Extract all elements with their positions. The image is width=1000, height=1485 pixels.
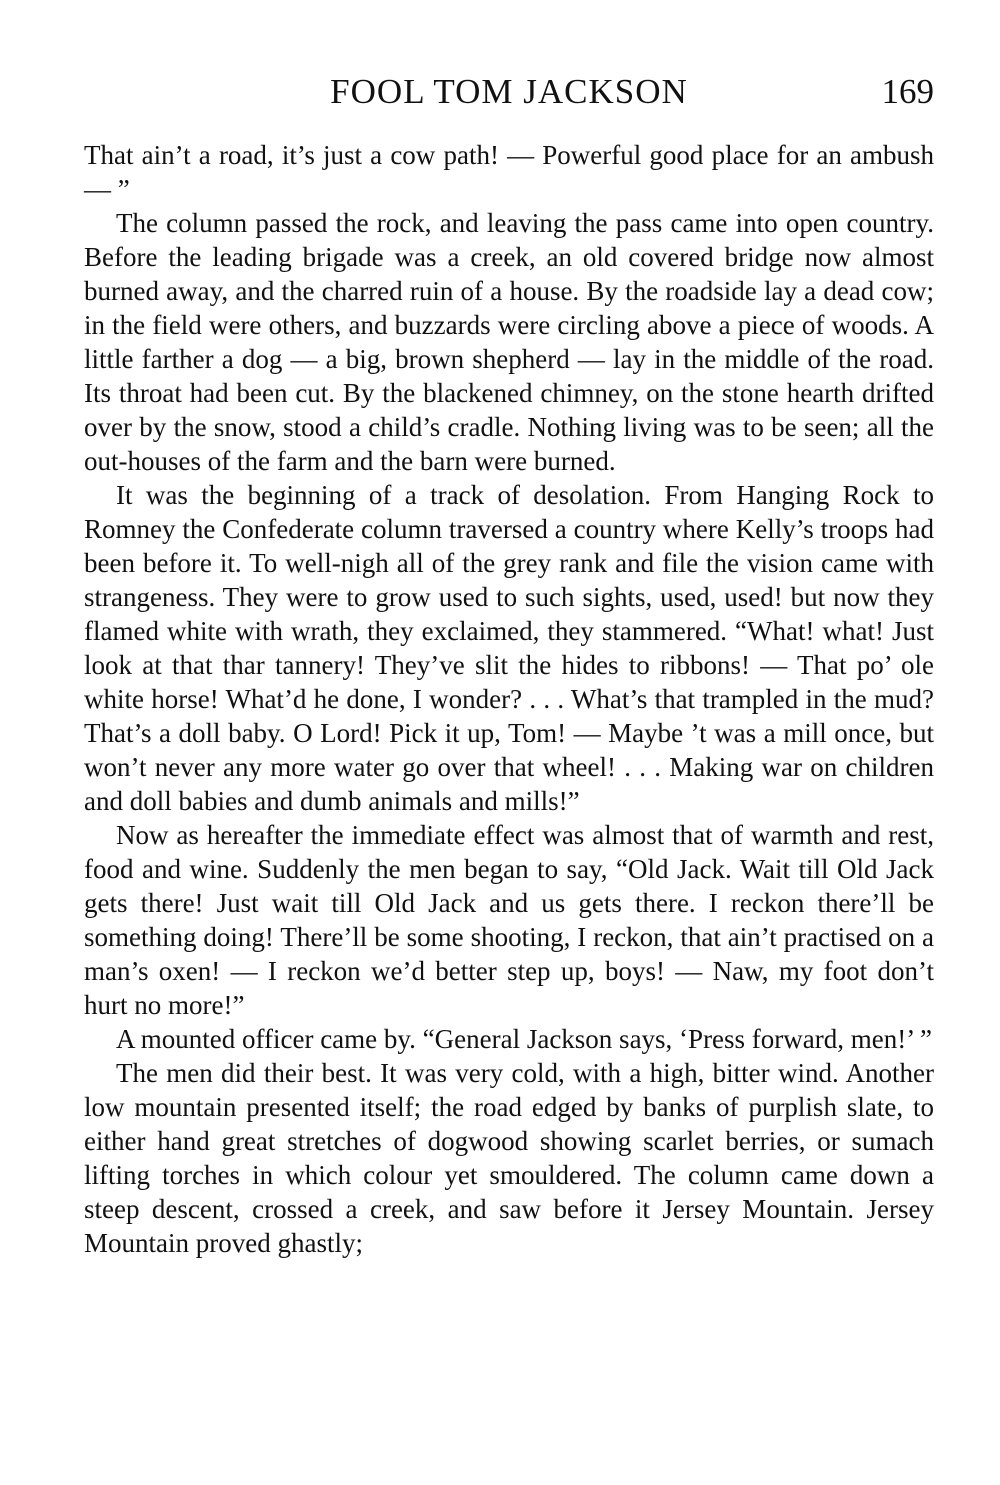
page-number: 169 bbox=[881, 72, 934, 111]
book-page bbox=[84, 70, 934, 1260]
body-text bbox=[84, 138, 934, 1260]
paragraph: The column passed the rock, and leaving the pass came into open country. Before the leading brigade was a creek, an old covered bridge now almost burned away, and the charred ruin of a house. By the roadside lay a dead cow; in the field were others, and buzzards were circling above a piece of woods. A little farther a dog — a big, brown shepherd — lay in the middle of the road. Its throat had been cut. By the blackened chimney, on the stone hearth drifted over by the snow, stood a child’s cradle. Nothing living was to be seen; all the out-houses of the farm and the barn were burned. bbox=[84, 208, 934, 476]
paragraph: It was the beginning of a track of desolation. From Hanging Rock to Romney the Confederate column traversed a country where Kelly’s troops had been before it. To well-nigh all of the grey rank and file the vision came with strangeness. They were to grow used to such sights, used, used! but now they flamed white with wrath, they exclaimed, they stammered. “What! what! Just look at that thar tannery! They’ve slit the hides to ribbons! — That po’ ole white horse! What’d he done, I wonder? . . . What’s that trampled in the mud? That’s a doll baby. O Lord! Pick it up, Tom! — Maybe ’t was a mill once, but won’t never any more water go over that wheel! . . . Making war on children and doll babies and dumb animals and mills!” bbox=[84, 480, 934, 816]
running-title: FOOL TOM JACKSON bbox=[330, 72, 688, 111]
paragraph: The men did their best. It was very cold, with a high, bitter wind. Another low mountain presented itself; the road edged by banks of purplish slate, to either hand great stretches of dogwood showing scarlet berries, or sumach lifting torches in which colour yet smouldered. The column came down a steep descent, crossed a creek, and saw before it Jersey Mountain. Jersey Mountain proved ghastly; bbox=[84, 1058, 934, 1258]
paragraph: A mounted officer came by. “General Jackson says, ‘Press forward, men!’ ” bbox=[116, 1024, 932, 1054]
paragraph: Now as hereafter the immediate effect was almost that of warmth and rest, food and wine. Suddenly the men began to say, “Old Jack. Wait till Old Jack gets there! Just wait till Old Jack and us gets there. I reckon there’ll be something doing! There’ll be some shooting, I reckon, that ain’t practised on a man’s oxen! — I reckon we’d better step up, boys! — Naw, my foot don’t hurt no more!” bbox=[84, 820, 934, 1020]
paragraph-continued: That ain’t a road, it’s just a cow path! — Powerful good place for an ambush — ” bbox=[84, 140, 934, 204]
running-head bbox=[84, 70, 934, 114]
